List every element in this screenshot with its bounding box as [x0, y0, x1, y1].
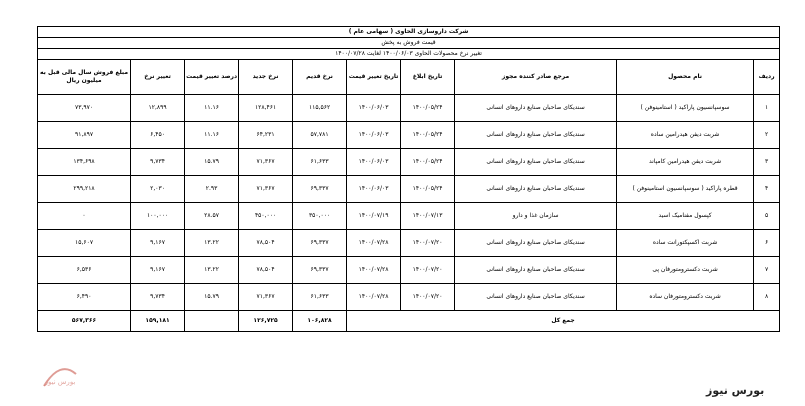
new-price: ۷۱,۳۶۷ — [239, 149, 293, 176]
company-title: شرکت داروسازی الحاوی ( سهامی عام ) — [38, 27, 780, 38]
row-index: ۳ — [754, 149, 780, 176]
change-percent: ۱۳.۲۲ — [185, 257, 239, 284]
notice-date: ۱۴۰۰/۰۷/۲۰ — [401, 257, 455, 284]
table-row — [38, 230, 780, 257]
prev-sales: ۲۹۹,۲۱۸ — [38, 176, 131, 203]
row-index: ۸ — [754, 284, 780, 311]
notice-date: ۱۴۰۰/۰۷/۲۰ — [401, 284, 455, 311]
old-price: ۵۷,۷۸۱ — [293, 122, 347, 149]
product-name: قطره پاراکید ( سوسپانسیون استامینوفن ) — [617, 176, 754, 203]
price-table — [37, 26, 780, 332]
change-date: ۱۴۰۰/۰۶/۰۳ — [347, 149, 401, 176]
table-row — [38, 257, 780, 284]
column-header-row — [38, 60, 780, 95]
product-name: سوسپانسیون پاراکید ( استامینوفن ) — [617, 95, 754, 122]
price-diff: ۶,۴۵۰ — [131, 122, 185, 149]
prev-sales: ۶,۵۳۶ — [38, 257, 131, 284]
authority: سازمان غذا و دارو — [455, 203, 617, 230]
change-percent: ۱۳.۲۲ — [185, 230, 239, 257]
table-row — [38, 176, 780, 203]
old-price: ۶۱,۶۳۳ — [293, 149, 347, 176]
total-diff: ۱۵۹,۱۸۱ — [131, 311, 185, 332]
col-authority: مرجع صادر کننده مجوز — [455, 60, 617, 95]
change-date: ۱۴۰۰/۰۷/۲۸ — [347, 257, 401, 284]
change-percent: ۱۱.۱۶ — [185, 122, 239, 149]
table-row — [38, 95, 780, 122]
row-index: ۱ — [754, 95, 780, 122]
prev-sales: ۶,۴۹۰ — [38, 284, 131, 311]
col-index: ردیف — [754, 60, 780, 95]
new-price: ۷۱,۳۶۷ — [239, 284, 293, 311]
total-new: ۱۲۶,۷۲۵ — [239, 311, 293, 332]
change-date: ۱۴۰۰/۰۶/۰۳ — [347, 95, 401, 122]
change-percent: ۲.۹۳ — [185, 176, 239, 203]
change-date: ۱۴۰۰/۰۷/۲۸ — [347, 284, 401, 311]
notice-date: ۱۴۰۰/۰۵/۲۴ — [401, 176, 455, 203]
price-diff: ۹,۷۳۴ — [131, 284, 185, 311]
authority: سندیکای صاحبان صنایع داروهای انسانی — [455, 230, 617, 257]
prev-sales: ۷۳,۹۷۰ — [38, 95, 131, 122]
authority: سندیکای صاحبان صنایع داروهای انسانی — [455, 149, 617, 176]
col-old-price: نرخ قدیم — [293, 60, 347, 95]
change-date: ۱۴۰۰/۰۷/۲۸ — [347, 230, 401, 257]
row-index: ۶ — [754, 230, 780, 257]
row-index: ۷ — [754, 257, 780, 284]
notice-date: ۱۴۰۰/۰۵/۲۴ — [401, 149, 455, 176]
notice-date: ۱۴۰۰/۰۷/۲۰ — [401, 230, 455, 257]
change-percent: ۱۵.۷۹ — [185, 149, 239, 176]
new-price: ۷۸,۵۰۴ — [239, 230, 293, 257]
old-price: ۶۹,۳۳۷ — [293, 230, 347, 257]
authority: سندیکای صاحبان صنایع داروهای انسانی — [455, 176, 617, 203]
change-percent: ۲۸.۵۷ — [185, 203, 239, 230]
col-change-date: تاریخ تغییر قیمت — [347, 60, 401, 95]
price-diff: ۹,۷۳۴ — [131, 149, 185, 176]
col-new-price: نرخ جدید — [239, 60, 293, 95]
product-name: شربت دیفن هیدرامین کامپاند — [617, 149, 754, 176]
authority: سندیکای صاحبان صنایع داروهای انسانی — [455, 95, 617, 122]
prev-sales: ۱۵,۶۰۷ — [38, 230, 131, 257]
old-price: ۶۱,۶۳۳ — [293, 284, 347, 311]
watermark-logo — [40, 360, 80, 392]
prev-sales: ۰ — [38, 203, 131, 230]
col-product: نام محصول — [617, 60, 754, 95]
new-price: ۱۲۸,۴۶۱ — [239, 95, 293, 122]
table-row — [38, 122, 780, 149]
notice-date: ۱۴۰۰/۰۷/۱۳ — [401, 203, 455, 230]
old-price: ۶۹,۳۳۷ — [293, 176, 347, 203]
table-row — [38, 203, 780, 230]
authority: سندیکای صاحبان صنایع داروهای انسانی — [455, 284, 617, 311]
change-percent: ۱۱.۱۶ — [185, 95, 239, 122]
row-index: ۴ — [754, 176, 780, 203]
change-percent: ۱۵.۷۹ — [185, 284, 239, 311]
total-row — [38, 311, 780, 332]
product-name: شربت دکسترومتورفان پی — [617, 257, 754, 284]
product-name: شربت دیفن هیدرامین ساده — [617, 122, 754, 149]
old-price: ۶۹,۳۳۷ — [293, 257, 347, 284]
notice-date: ۱۴۰۰/۰۵/۲۴ — [401, 122, 455, 149]
table-subtitle: قیمت فروش به پخش — [38, 38, 780, 49]
price-change-sheet — [37, 26, 779, 332]
old-price: ۱۱۵,۵۶۲ — [293, 95, 347, 122]
col-prev-sales: مبلغ فروش سال مالی قبل به میلیون ریال — [38, 60, 131, 95]
prev-sales: ۹۱,۸۹۷ — [38, 122, 131, 149]
row-index: ۲ — [754, 122, 780, 149]
total-label: جمع کل — [347, 311, 780, 332]
authority: سندیکای صاحبان صنایع داروهای انسانی — [455, 257, 617, 284]
table-row — [38, 284, 780, 311]
price-diff: ۱۰۰,۰۰۰ — [131, 203, 185, 230]
new-price: ۴۵۰,۰۰۰ — [239, 203, 293, 230]
price-diff: ۱۲,۸۹۹ — [131, 95, 185, 122]
product-name: شربت اکسپکتورانت ساده — [617, 230, 754, 257]
authority: سندیکای صاحبان صنایع داروهای انسانی — [455, 122, 617, 149]
total-old: ۱۰۶,۸۲۸ — [293, 311, 347, 332]
watermark-text: بورس نیوز — [44, 378, 76, 386]
col-change-percent: درصد تغییر قیمت — [185, 60, 239, 95]
row-index: ۵ — [754, 203, 780, 230]
table-period: تغییر نرخ محصولات الحاوی ۱۴۰۰/۰۶/۰۳ لغایت ۱۴۰۰/۰۷/۲۸ — [38, 49, 780, 60]
price-diff: ۹,۱۶۷ — [131, 257, 185, 284]
prev-sales: ۱۳۴,۶۹۸ — [38, 149, 131, 176]
product-name: شربت دکسترومتورفان ساده — [617, 284, 754, 311]
product-name: کپسول مفنامیک اسید — [617, 203, 754, 230]
new-price: ۶۴,۲۳۱ — [239, 122, 293, 149]
price-diff: ۲,۰۳۰ — [131, 176, 185, 203]
change-date: ۱۴۰۰/۰۷/۱۹ — [347, 203, 401, 230]
total-sales: ۵۶۷,۳۶۶ — [38, 311, 131, 332]
new-price: ۷۸,۵۰۴ — [239, 257, 293, 284]
price-diff: ۹,۱۶۷ — [131, 230, 185, 257]
table-row — [38, 149, 780, 176]
col-price-diff: تغییر نرخ — [131, 60, 185, 95]
total-pct-empty — [185, 311, 239, 332]
col-notice-date: تاریخ ابلاغ — [401, 60, 455, 95]
old-price: ۳۵۰,۰۰۰ — [293, 203, 347, 230]
change-date: ۱۴۰۰/۰۶/۰۳ — [347, 122, 401, 149]
new-price: ۷۱,۳۶۷ — [239, 176, 293, 203]
notice-date: ۱۴۰۰/۰۵/۲۴ — [401, 95, 455, 122]
brand-name: بورس نیوز — [706, 384, 765, 397]
change-date: ۱۴۰۰/۰۶/۰۳ — [347, 176, 401, 203]
